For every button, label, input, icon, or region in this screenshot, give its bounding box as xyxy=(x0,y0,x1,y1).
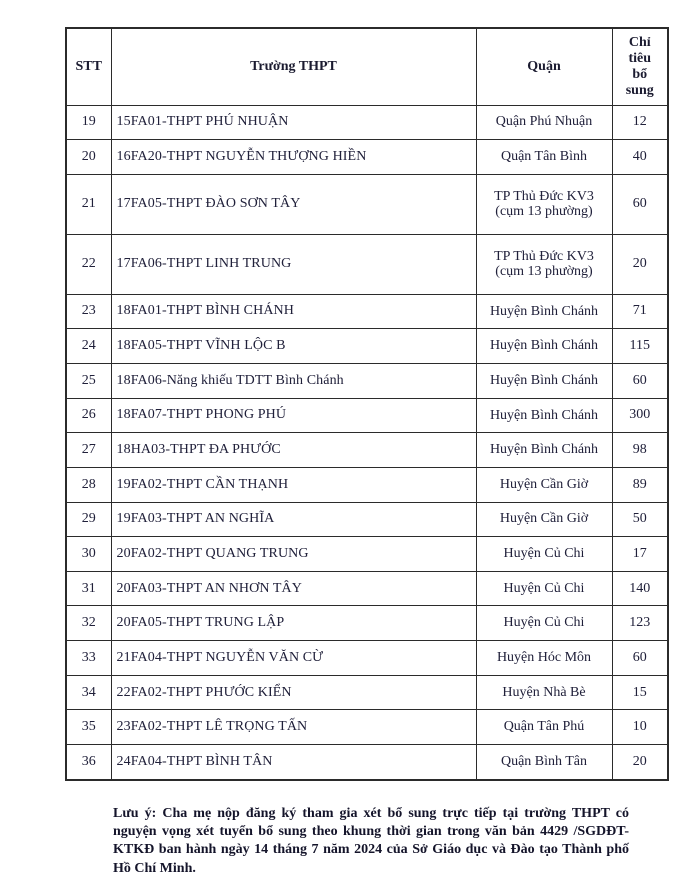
row-quota: 300 xyxy=(612,398,668,433)
row-district: TP Thủ Đức KV3 (cụm 13 phường) xyxy=(476,174,612,234)
row-stt: 30 xyxy=(66,537,111,572)
row-school: 18FA05-THPT VĨNH LỘC B xyxy=(111,329,476,364)
table-row xyxy=(66,105,668,140)
row-school: 18FA06-Năng khiếu TDTT Bình Chánh xyxy=(111,363,476,398)
row-quota: 60 xyxy=(612,363,668,398)
row-stt: 31 xyxy=(66,571,111,606)
table-row xyxy=(66,571,668,606)
row-school: 21FA04-THPT NGUYỄN VĂN CỪ xyxy=(111,641,476,676)
row-stt: 26 xyxy=(66,398,111,433)
row-school: 16FA20-THPT NGUYỄN THƯỢNG HIỀN xyxy=(111,140,476,175)
col-header-school: Trường THPT xyxy=(111,28,476,105)
row-stt: 36 xyxy=(66,744,111,780)
row-district: Huyện Bình Chánh xyxy=(476,294,612,329)
row-quota: 12 xyxy=(612,105,668,140)
table-row xyxy=(66,398,668,433)
row-district: Huyện Cần Giờ xyxy=(476,467,612,502)
table-row xyxy=(66,744,668,780)
header-row xyxy=(66,28,668,105)
table-row xyxy=(66,174,668,234)
row-school: 23FA02-THPT LÊ TRỌNG TẤN xyxy=(111,710,476,745)
row-district: Huyện Củ Chi xyxy=(476,571,612,606)
table-row xyxy=(66,329,668,364)
quota-table xyxy=(65,27,669,781)
row-quota: 50 xyxy=(612,502,668,537)
table-row xyxy=(66,467,668,502)
table-row xyxy=(66,502,668,537)
row-district: Huyện Bình Chánh xyxy=(476,398,612,433)
row-school: 20FA02-THPT QUANG TRUNG xyxy=(111,537,476,572)
row-quota: 123 xyxy=(612,606,668,641)
row-quota: 60 xyxy=(612,641,668,676)
row-quota: 98 xyxy=(612,433,668,468)
row-stt: 28 xyxy=(66,467,111,502)
col-header-quota: Chỉ tiêu bổ sung xyxy=(612,28,668,105)
row-district: Quận Phú Nhuận xyxy=(476,105,612,140)
row-school: 15FA01-THPT PHÚ NHUẬN xyxy=(111,105,476,140)
row-stt: 23 xyxy=(66,294,111,329)
row-district: Huyện Nhà Bè xyxy=(476,675,612,710)
row-school: 18HA03-THPT ĐA PHƯỚC xyxy=(111,433,476,468)
row-stt: 33 xyxy=(66,641,111,676)
row-stt: 21 xyxy=(66,174,111,234)
row-quota: 10 xyxy=(612,710,668,745)
row-quota: 115 xyxy=(612,329,668,364)
row-school: 20FA03-THPT AN NHƠN TÂY xyxy=(111,571,476,606)
row-district: Huyện Củ Chi xyxy=(476,606,612,641)
table-row xyxy=(66,606,668,641)
table-row xyxy=(66,675,668,710)
row-school: 17FA06-THPT LINH TRUNG xyxy=(111,234,476,294)
row-stt: 34 xyxy=(66,675,111,710)
row-district: TP Thủ Đức KV3 (cụm 13 phường) xyxy=(476,234,612,294)
table-row xyxy=(66,710,668,745)
row-school: 17FA05-THPT ĐÀO SƠN TÂY xyxy=(111,174,476,234)
row-stt: 27 xyxy=(66,433,111,468)
table-row xyxy=(66,641,668,676)
row-district: Huyện Củ Chi xyxy=(476,537,612,572)
table-row xyxy=(66,294,668,329)
row-stt: 35 xyxy=(66,710,111,745)
row-school: 18FA07-THPT PHONG PHÚ xyxy=(111,398,476,433)
row-district: Huyện Bình Chánh xyxy=(476,363,612,398)
row-quota: 20 xyxy=(612,234,668,294)
row-stt: 29 xyxy=(66,502,111,537)
row-district: Huyện Cần Giờ xyxy=(476,502,612,537)
row-school: 20FA05-THPT TRUNG LẬP xyxy=(111,606,476,641)
row-district: Huyện Hóc Môn xyxy=(476,641,612,676)
row-stt: 22 xyxy=(66,234,111,294)
table-header xyxy=(66,28,668,105)
table-row xyxy=(66,234,668,294)
footer-note: Lưu ý: Cha mẹ nộp đăng ký tham gia xét bổ sung trực tiếp tại trường THPT có nguyện vọng xét tuyển bổ sung theo khung thời gian trong văn bản 4429 /SGDĐT-KTKĐ ban hành ngày 14 tháng 7 năm 2024 của Sở Giáo dục và Đào tạo Thành phố Hồ Chí Minh. xyxy=(113,806,629,876)
row-school: 18FA01-THPT BÌNH CHÁNH xyxy=(111,294,476,329)
row-quota: 40 xyxy=(612,140,668,175)
row-quota: 140 xyxy=(612,571,668,606)
row-school: 24FA04-THPT BÌNH TÂN xyxy=(111,744,476,780)
row-quota: 20 xyxy=(612,744,668,780)
row-district: Quận Tân Bình xyxy=(476,140,612,175)
table-row xyxy=(66,537,668,572)
col-header-district: Quận xyxy=(476,28,612,105)
row-stt: 32 xyxy=(66,606,111,641)
row-school: 19FA03-THPT AN NGHĨA xyxy=(111,502,476,537)
row-district: Huyện Bình Chánh xyxy=(476,433,612,468)
table-row xyxy=(66,433,668,468)
row-district: Quận Tân Phú xyxy=(476,710,612,745)
row-quota: 15 xyxy=(612,675,668,710)
row-school: 22FA02-THPT PHƯỚC KIỂN xyxy=(111,675,476,710)
table-body xyxy=(66,105,668,780)
row-stt: 20 xyxy=(66,140,111,175)
table-row xyxy=(66,363,668,398)
col-header-stt: STT xyxy=(66,28,111,105)
row-stt: 24 xyxy=(66,329,111,364)
row-district: Quận Bình Tân xyxy=(476,744,612,780)
table-row xyxy=(66,140,668,175)
row-quota: 89 xyxy=(612,467,668,502)
row-quota: 17 xyxy=(612,537,668,572)
row-stt: 19 xyxy=(66,105,111,140)
row-school: 19FA02-THPT CẦN THẠNH xyxy=(111,467,476,502)
row-quota: 71 xyxy=(612,294,668,329)
row-stt: 25 xyxy=(66,363,111,398)
row-quota: 60 xyxy=(612,174,668,234)
row-district: Huyện Bình Chánh xyxy=(476,329,612,364)
